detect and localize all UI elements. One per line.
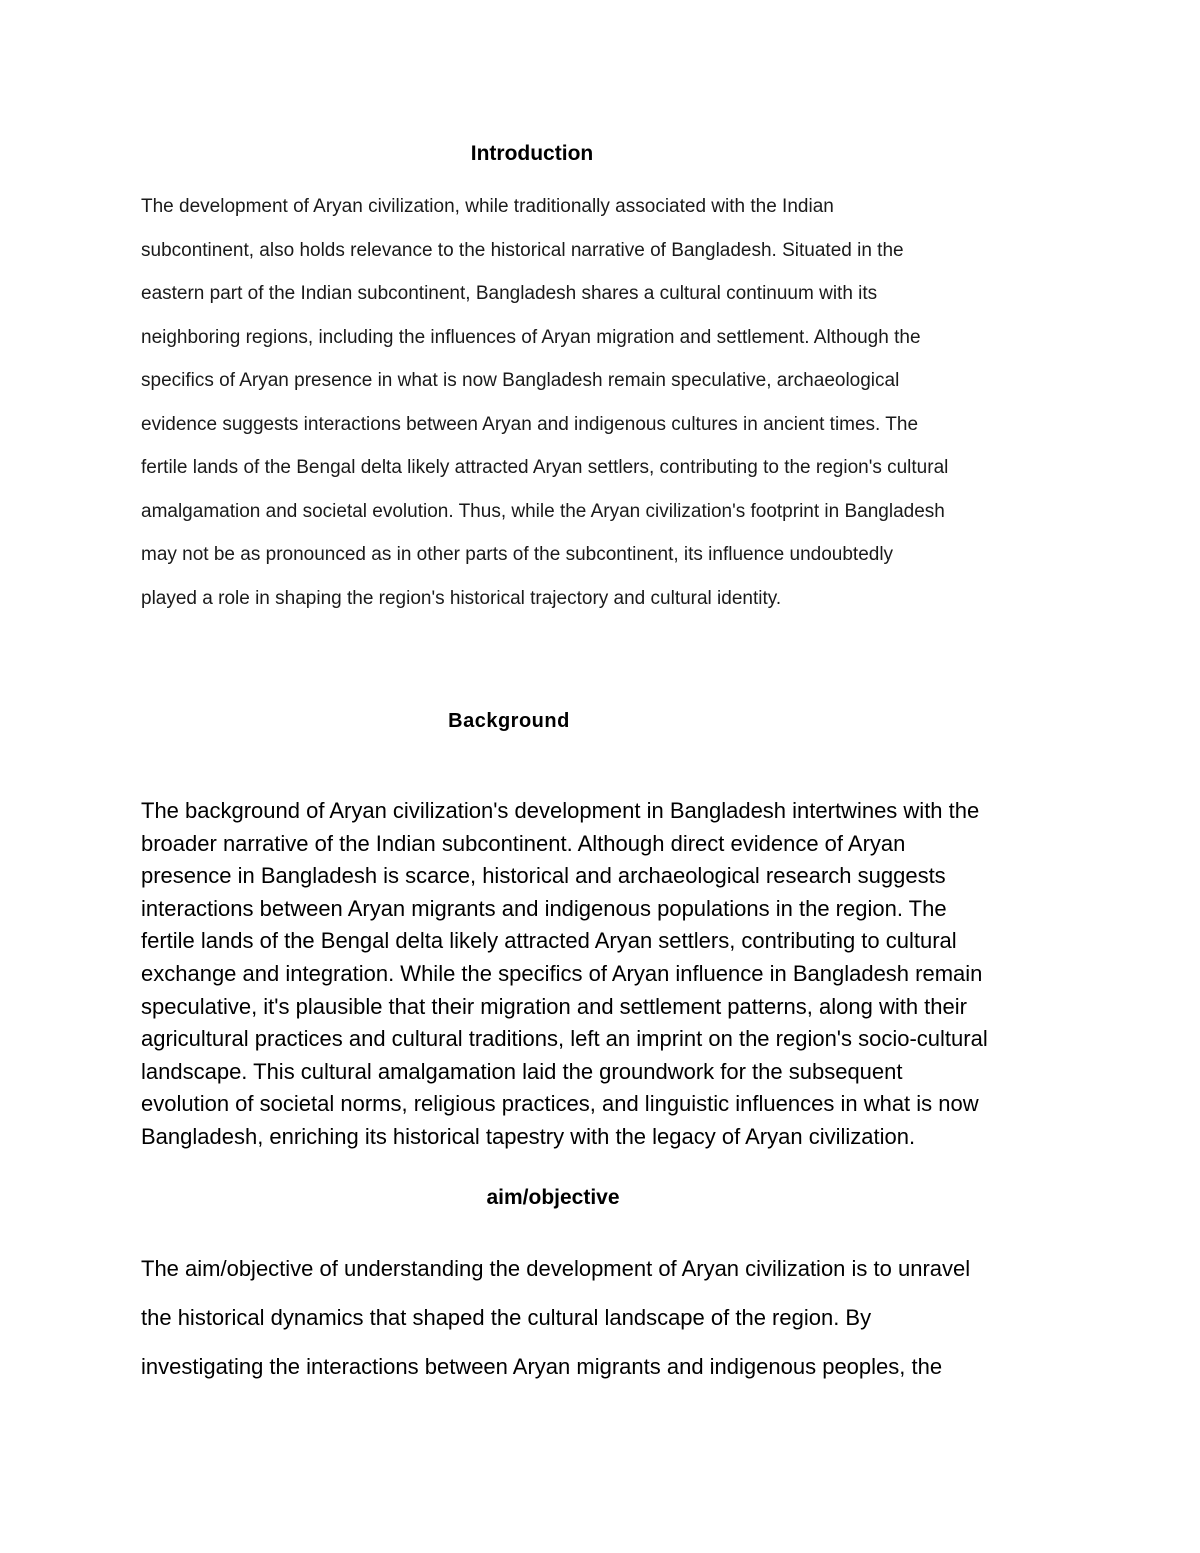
paragraph-line: fertile lands of the Bengal delta likely attracted Aryan settlers, contributing to cultural: [141, 928, 957, 954]
paragraph-line: eastern part of the Indian subcontinent, Bangladesh shares a cultural continuum with its: [141, 283, 878, 304]
paragraph-line: investigating the interactions between Aryan migrants and indigenous peoples, the: [141, 1354, 943, 1379]
aim-objective-paragraph: [141, 1244, 1071, 1391]
paragraph-line: neighboring regions, including the influences of Aryan migration and settlement. Although the: [141, 326, 921, 348]
paragraph-line: amalgamation and societal evolution. Thus, while the Aryan civilization's footprint in Bangladesh: [141, 500, 945, 522]
background-heading: Background: [448, 710, 570, 732]
paragraph-line: landscape. This cultural amalgamation laid the groundwork for the subsequent: [141, 1058, 903, 1084]
paragraph-line: The development of Aryan civilization, while traditionally associated with the Indian: [141, 196, 834, 217]
paragraph-line: evolution of societal norms, religious practices, and linguistic influences in what is now: [141, 1091, 979, 1117]
introduction-paragraph: [141, 185, 1071, 620]
background-paragraph: [141, 795, 1071, 1154]
paragraph-line: played a role in shaping the region's historical trajectory and cultural identity.: [141, 587, 782, 609]
paragraph-line: exchange and integration. While the specifics of Aryan influence in Bangladesh remain: [141, 960, 983, 986]
paragraph-line: agricultural practices and cultural traditions, left an imprint on the region's socio-cultural: [141, 1026, 988, 1052]
paragraph-line: the historical dynamics that shaped the cultural landscape of the region. By: [141, 1305, 872, 1330]
introduction-heading: Introduction: [470, 142, 594, 165]
paragraph-line: presence in Bangladesh is scarce, historical and archaeological research suggests: [141, 863, 946, 889]
paragraph-line: speculative, it's plausible that their migration and settlement patterns, along with their: [141, 993, 967, 1019]
paragraph-line: fertile lands of the Bengal delta likely attracted Aryan settlers, contributing to the region's cultural: [141, 457, 949, 478]
paragraph-line: The aim/objective of understanding the development of Aryan civilization is to unravel: [141, 1256, 971, 1281]
aim-objective-heading: aim/objective: [486, 1186, 620, 1209]
paragraph-line: specifics of Aryan presence in what is now Bangladesh remain speculative, archaeological: [141, 370, 900, 391]
paragraph-line: subcontinent, also holds relevance to the historical narrative of Bangladesh. Situated in the: [141, 239, 904, 261]
paragraph-line: broader narrative of the Indian subcontinent. Although direct evidence of Aryan: [141, 830, 906, 856]
paragraph-line: The background of Aryan civilization's development in Bangladesh intertwines with the: [141, 798, 980, 823]
paragraph-line: interactions between Aryan migrants and indigenous populations in the region. The: [141, 895, 947, 921]
paragraph-line: may not be as pronounced as in other parts of the subcontinent, its influence undoubtedly: [141, 544, 894, 565]
paragraph-line: Bangladesh, enriching its historical tapestry with the legacy of Aryan civilization.: [141, 1123, 916, 1149]
paragraph-line: evidence suggests interactions between Aryan and indigenous cultures in ancient times. The: [141, 413, 919, 435]
